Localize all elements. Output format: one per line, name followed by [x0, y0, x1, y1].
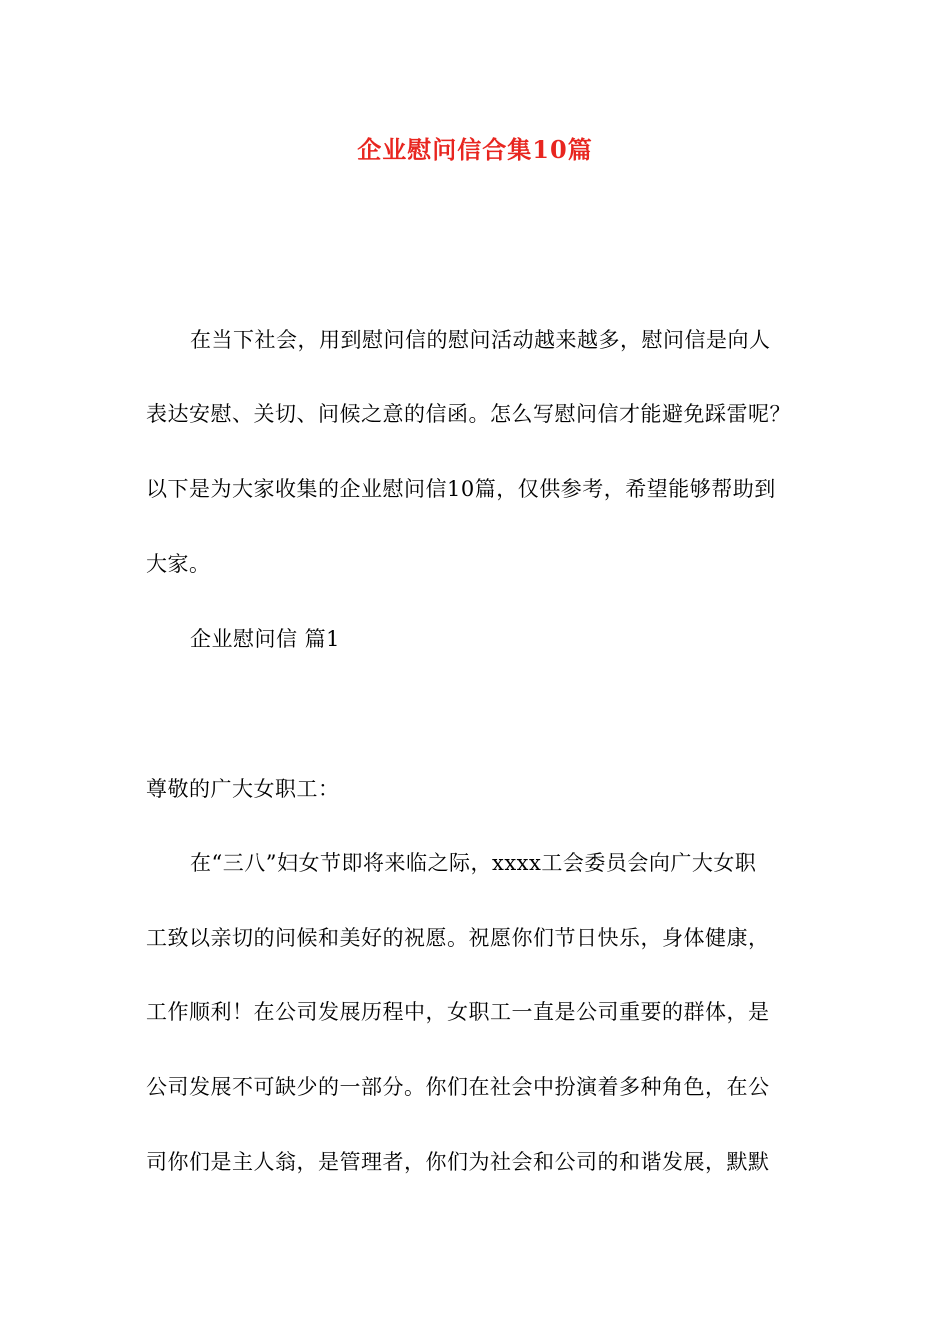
section-heading: 企业慰问信 篇1: [190, 627, 341, 651]
intro-line: 以下是为大家收集的企业慰问信10篇，仅供参考，希望能够帮助到: [146, 477, 776, 501]
body-line: 工作顺利！在公司发展历程中，女职工一直是公司重要的群体，是: [146, 1000, 770, 1024]
body-line: 工致以亲切的问候和美好的祝愿。祝愿你们节日快乐，身体健康，: [146, 926, 770, 950]
intro-line: 大家。: [146, 552, 211, 576]
letter-salutation: 尊敬的广大女职工：: [146, 777, 340, 801]
intro-line: 表达安慰、关切、问候之意的信函。怎么写慰问信才能避免踩雷呢？: [146, 402, 791, 426]
body-line: 司你们是主人翁，是管理者，你们为社会和公司的和谐发展，默默: [146, 1150, 770, 1174]
body-line: 公司发展不可缺少的一部分。你们在社会中扮演着多种角色，在公: [146, 1075, 770, 1099]
intro-line: 在当下社会，用到慰问信的慰问活动越来越多，慰问信是向人: [190, 328, 771, 352]
body-line: 在“三八”妇女节即将来临之际，xxxx工会委员会向广大女职: [190, 851, 757, 875]
document-title: 企业慰问信合集10篇: [357, 135, 593, 164]
